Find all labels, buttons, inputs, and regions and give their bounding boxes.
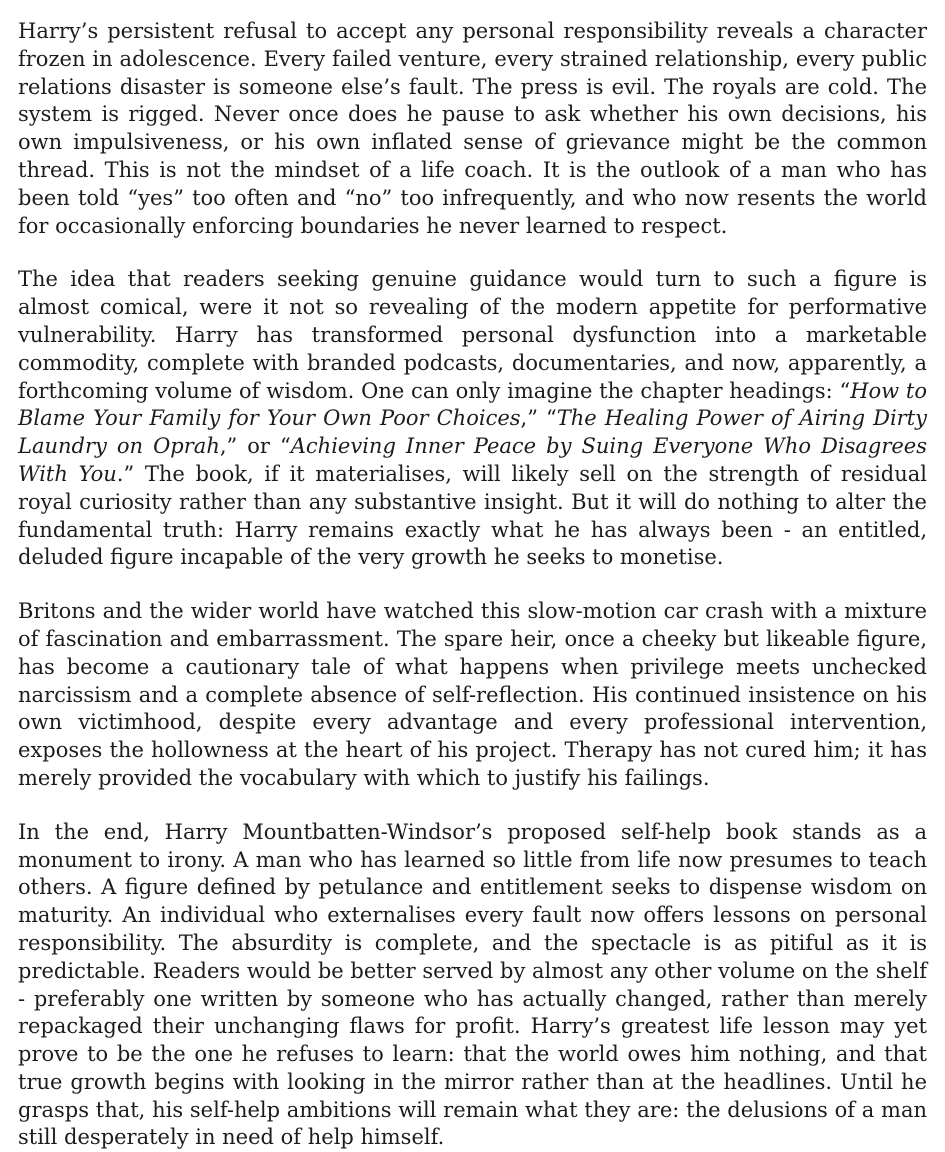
paragraph-2-separator-1: ,” “ [520, 406, 557, 431]
paragraph-2-intro: The idea that readers seeking genuine guidance would turn to such a figure is almost comical, were it not so revealing of the modern appetite for performative vulnerability. Harry has transformed personal dysfunction into a marketable commodity, complete with branded podcasts, documentaries, and now, apparently, a forthcoming volume of wisdom. One can only imagine the chapter headings: “ [18, 267, 927, 403]
chapter-heading-1: How to Blame Your Family for Your Own Poor Choices [18, 378, 927, 431]
paragraph-1: Harry’s persistent refusal to accept any personal responsibility reveals a character frozen in adolescence. Every failed venture, every strained relationship, every public relations disaster is someone else’s fault. The press is evil. The royals are cold. The system is rigged. Never once does he pause to ask whether his own decisions, his own impulsiveness, or his own inflated sense of grievance might be the common thread. This is not the mindset of a life coach. It is the outlook of a man who has been told “yes” too often and “no” too infrequently, and who now resents the world for occasionally enforcing boundaries he never learned to respect. [18, 19, 927, 238]
paragraph-3: Britons and the wider world have watched this slow-motion car crash with a mixture of fascination and embarrassment. The spare heir, once a cheeky but likeable figure, has become a cautionary tale of what happens when privilege meets unchecked narcissism and a complete absence of self-reflection. His continued insistence on his own victimhood, despite every advantage and every professional intervention, exposes the hollowness at the heart of his project. Therapy has not cured him; it has merely provided the vocabulary with which to justify his failings. [18, 599, 927, 790]
chapter-heading-3: Achieving Inner Peace by Suing Everyone Who Disagrees With You [18, 434, 927, 486]
paragraph-2-separator-2: ,” or “ [219, 434, 291, 459]
chapter-heading-2: The Healing Power of Airing Dirty Laundry on Oprah [18, 406, 928, 459]
paragraph-4: In the end, Harry Mountbatten-Windsor’s proposed self-help book stands as a monument to irony. A man who has learned so little from life now presumes to teach others. A figure defined by petulance and entitlement seeks to dispense wisdom on maturity. An individual who externalises every fault now offers lessons on personal responsibility. The absurdity is complete, and the spectacle is as pitiful as it is predictable. Readers would be better served by almost any other volume on the shelf - preferably one written by someone who has actually changed, rather than merely repackaged their unchanging flaws for profit. Harry’s greatest life lesson may yet prove to be the one he refuses to learn: that the world owes him nothing, and that true growth begins with looking in the mirror rather than at the headlines. Until he grasps that, his self-help ambitions will remain what they are: the delusions of a man still desperately in need of help himself. [18, 819, 927, 1150]
paragraph-2-outro: .” The book, if it materialises, will likely sell on the strength of residual royal curiosity rather than any substantive insight. But it will do nothing to alter the fundamental truth: Harry remains exactly what he has always been - an entitled, deluded figure incapable of the very growth he seeks to monetise. [18, 461, 927, 570]
paragraph-2 [18, 266, 927, 572]
